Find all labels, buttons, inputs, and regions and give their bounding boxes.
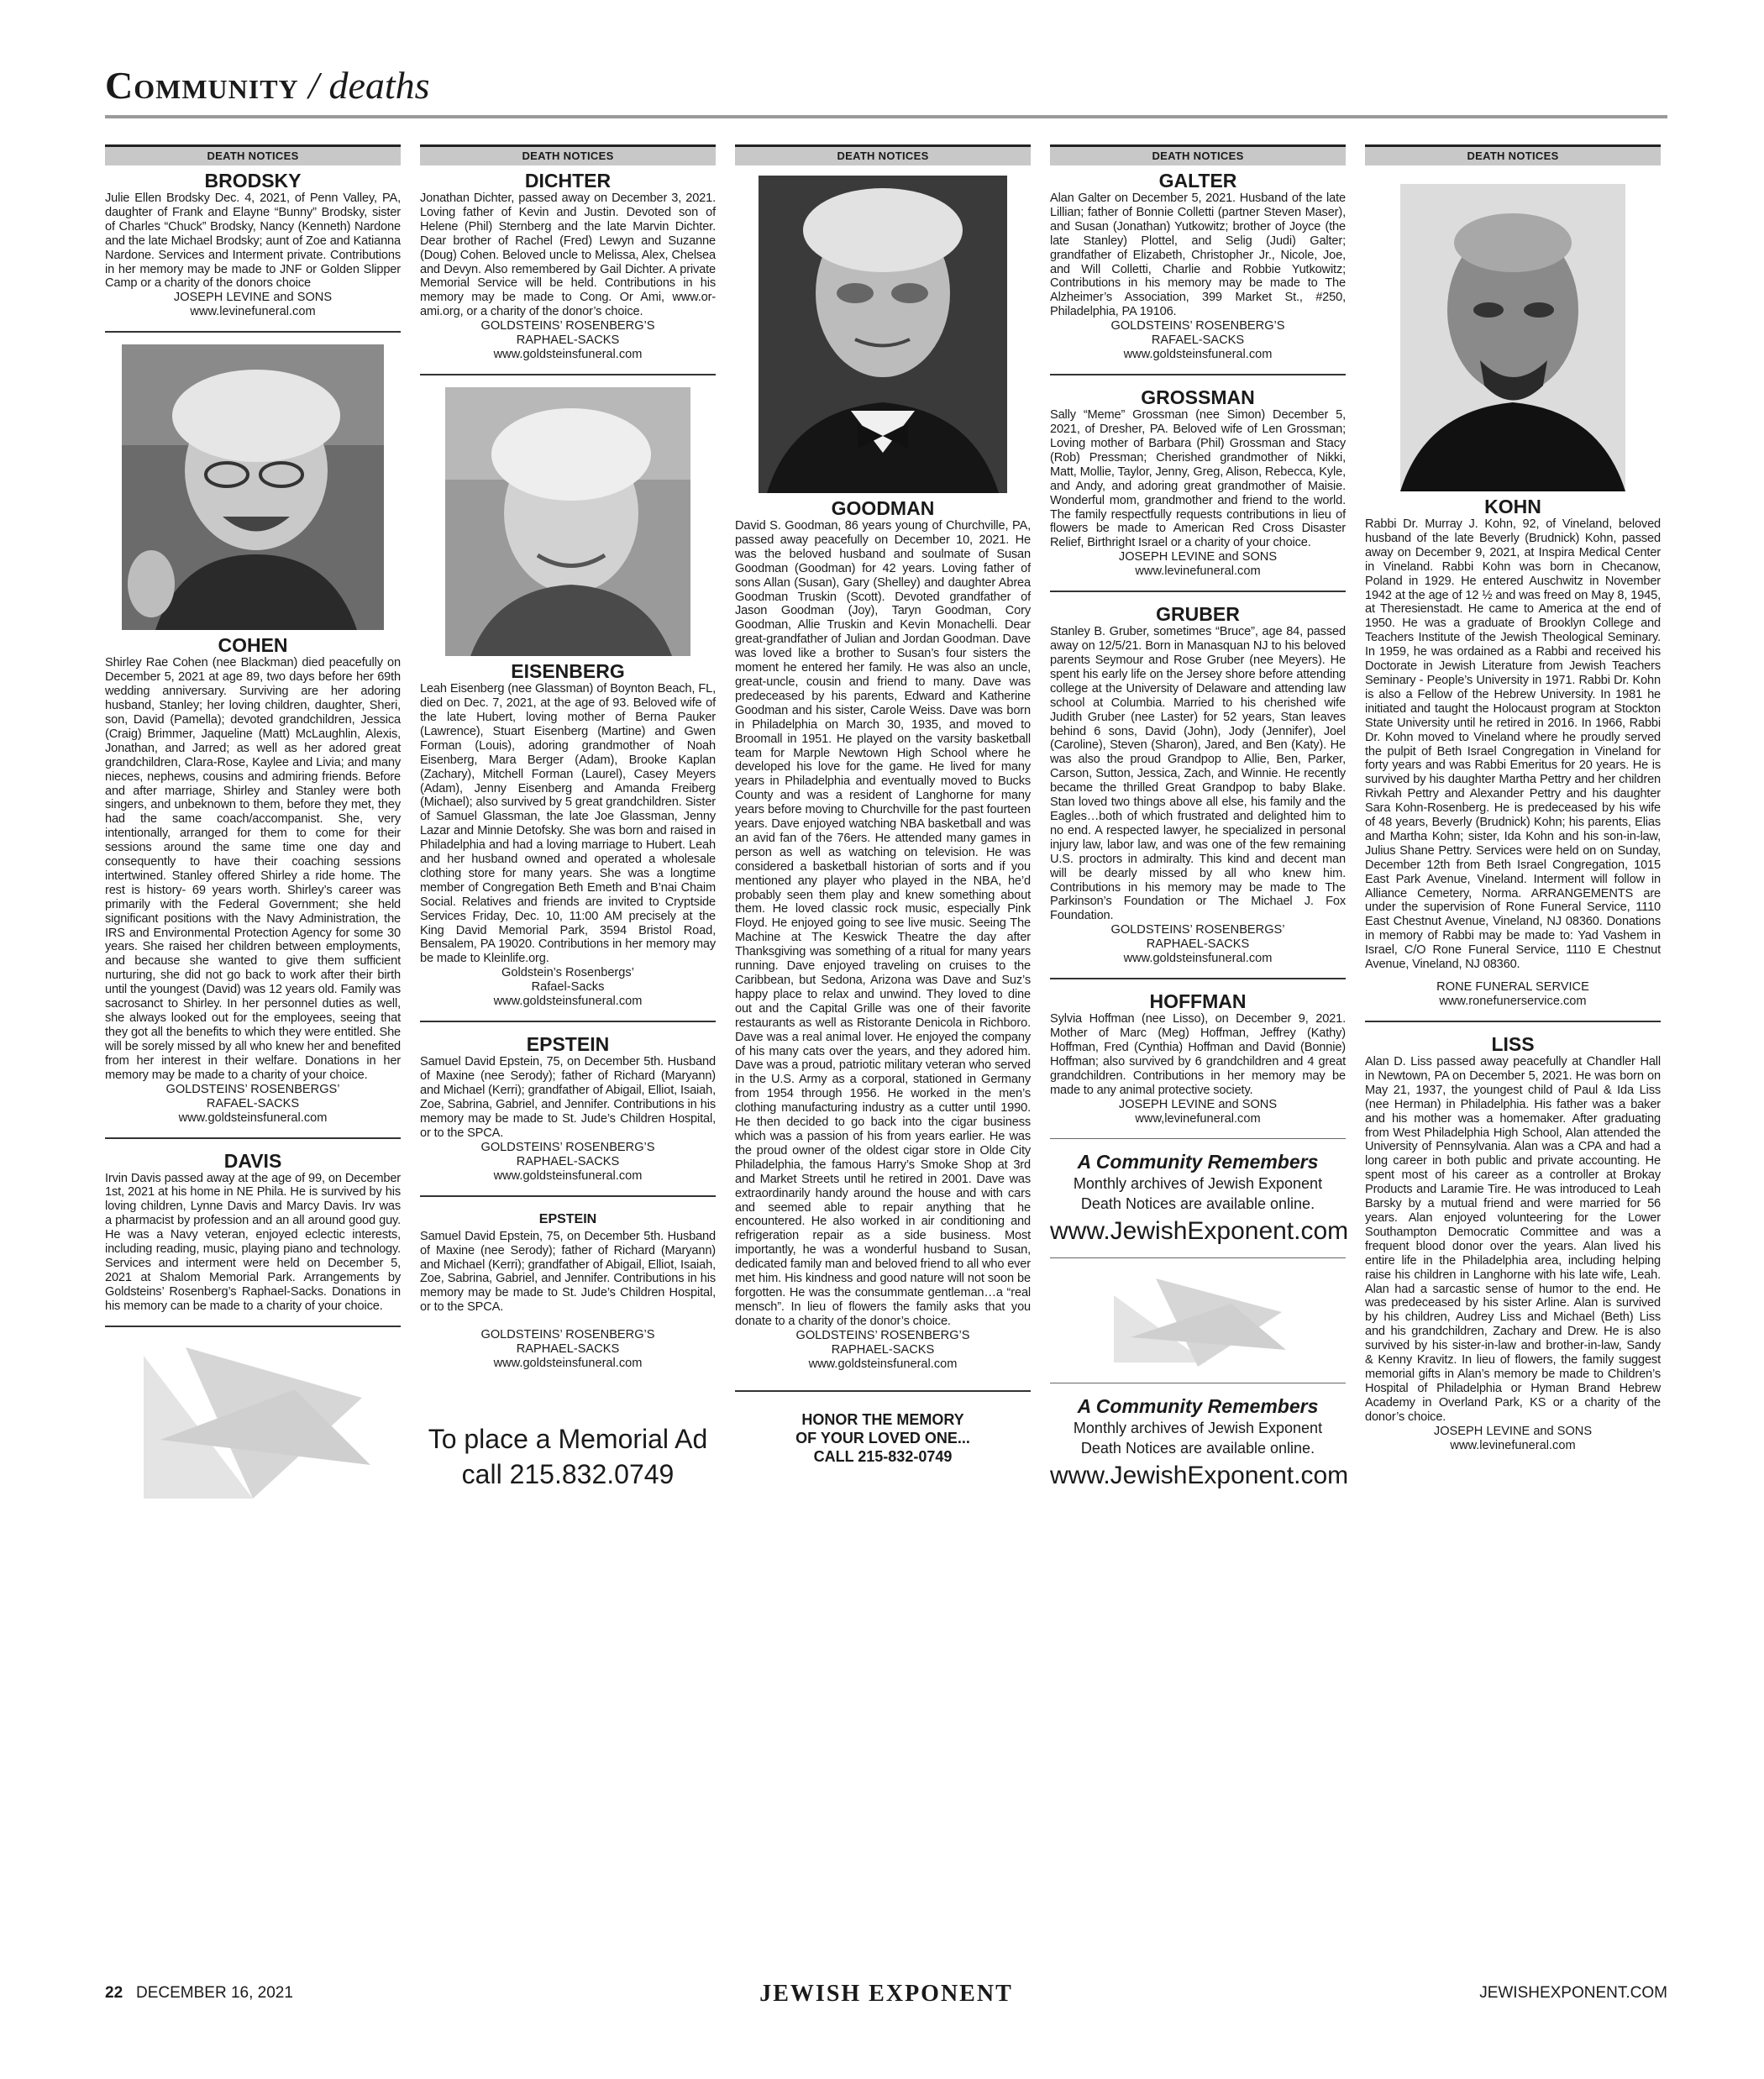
obit-name-dichter: DICHTER bbox=[524, 170, 612, 192]
obit-name-grossman: GROSSMAN bbox=[1141, 386, 1255, 409]
obit-name-galter: GALTER bbox=[1158, 170, 1237, 192]
community-remembers-promo bbox=[1050, 1394, 1349, 1490]
separator bbox=[735, 1390, 1031, 1392]
obit-text-grossman: Sally “Meme” Grossman (nee Simon) December 5, 2021, of Dresher, PA. Beloved wife of Len Grossman; Loving mother of Barbara (Phil) Grossman and Stacy (Rob) Pressman; Cherished grandmother of Nikki, Matt, Mollie, Taylor, Jenny, Greg, Alison, Rebecca, Kyle, and Andy, and adoring great grandmother of Maisie. Wonderful mom, grandmother and friend to the world. The family respectfully requests contributions in lieu of flowers be made to American Red Cross Disaster Relief, Birthright Israel or a charity of your choice. bbox=[1050, 408, 1346, 550]
obit-sign: GOLDSTEINS’ ROSENBERG’S bbox=[480, 1140, 655, 1154]
publication-site-link[interactable]: JEWISHEXPONENT.COM bbox=[1479, 1984, 1667, 2002]
obit-sign: www,levinefuneral.com bbox=[1135, 1111, 1261, 1126]
section-divider: / bbox=[298, 64, 329, 107]
honor-line-1: HONOR THE MEMORY bbox=[801, 1410, 964, 1428]
obit-sign: RAFAEL-SACKS bbox=[206, 1096, 300, 1110]
obit-sign: GOLDSTEINS’ ROSENBERG’S bbox=[795, 1328, 970, 1342]
separator bbox=[1050, 1257, 1346, 1258]
separator bbox=[105, 1326, 401, 1327]
death-notices-bar: DEATH NOTICES bbox=[105, 144, 401, 165]
obit-sign: Rafael-Sacks bbox=[531, 980, 605, 995]
obit-sign: GOLDSTEINS’ ROSENBERG’S bbox=[480, 319, 655, 333]
obit-sign: JOSEPH LEVINE and SONS bbox=[1118, 1097, 1278, 1111]
death-notices-bar: DEATH NOTICES bbox=[420, 144, 716, 165]
obit-text-epstein-2: Samuel David Epstein, 75, on December 5th. Husband of Maxine (nee Serody); father of Richard (Maryann) and Michael (Kerri); grandfather of Abigail, Elliot, Isaiah, Zoe, Sabrina, Gabriel, and Jennifer. Contributions in his memory may be made to St. Jude’s Children Hospital, or to the SPCA. bbox=[420, 1229, 716, 1315]
obit-sign: www.goldsteinsfuneral.com bbox=[493, 995, 643, 1009]
separator bbox=[1050, 374, 1346, 375]
star-of-david-icon bbox=[1105, 1270, 1290, 1371]
star-of-david-icon bbox=[127, 1339, 379, 1507]
obit-sign: RAPHAEL-SACKS bbox=[516, 1154, 620, 1168]
obit-name-hoffman: HOFFMAN bbox=[1149, 990, 1247, 1013]
column-4 bbox=[1050, 144, 1349, 1490]
obit-text-eisenberg: Leah Eisenberg (nee Glassman) of Boynton Beach, FL, died on Dec. 7, 2021, at the age of 93. Beloved wife of the late Hubert, loving mother of Berna Pauker (Lawrence), Stuart Eisenberg (Martine) and Gwen Forman (Louis), adoring grandmother of Noah Eisenberg, Mara Berger (Adam), Brooke Kaplan (Zachary), Mitchell Forman (Laurel), Casey Meyers (Adam), Jenny Eisenberg and Amanda Freiberg (Michael); also survived by 5 great grandchildren. Sister of Samuel Glassman, the late Joe Glassman, Jenny Lazar and Minnie Detofsky. She was born and raised in Philadelphia and had a loving marriage to Hubert. Leah and her husband owned and operated a wholesale clothing store for many years. She was a longtime member of Congregation Beth Emeth and B’nai Chaim Social. Relatives and friends are invited to Cryptside Services Friday, Dec. 10, 11:00 AM precisely at the King David Memorial Park, 3594 Bristol Road, Bensalem, PA 19020. Contributions in her memory may be made to Kleinlife.org. bbox=[420, 682, 716, 966]
obit-text-liss: Alan D. Liss passed away peacefully at Chandler Hall in Newtown, PA on December 5, 2021. He was born on May 21, 1937, the youngest child of Paul & Ida Liss (nee Herman) in Philadelphia. His father was a baker and his mother was a homemaker. After graduating from West Philadelphia High School, Alan attended the University of Pennsylvania. Alan was a CPA and had a long career in both public and private accounting. He spent most of his career as a controller at Brokay Products and Laramie Tire. He was introduced to Leah Barsky by a mutual friend and were married for 56 years. Alan enjoyed volunteering for the Lower Southampton Democratic Committee and was a frequent blood donor over the years. Alan lived his entire life in the Philadelphia area, including helping raise his children in Langhorne with his late wife, Leah. Alan had a sarcastic sense of humor to the end. He was predeceased by his sister Arline. Alan is survived by his children, Audrey Liss and Michael (Beth) Liss and his grandchildren, Zachary and Drew. He is also survived by his sister-in-law and brother-in-law, Sandy & Kenny Kravitz. In lieu of flowers, the family suggest memorial gifts in Alan’s memory be made to Children’s Hospital of Philadelphia or Hyman Brand Hebrew Academy in Overland Park, KS or a charity of the donor’s choice. bbox=[1365, 1055, 1661, 1424]
separator bbox=[1050, 1138, 1346, 1139]
obit-text-cohen: Shirley Rae Cohen (nee Blackman) died peacefully on December 5, 2021 at age 89, two days before her 69th wedding anniversary. Surviving are her adoring husband, Stanley; her loving children, daughter, Sheri, son, David (Pamella); devoted grandchildren, Jessica (Craig) Brimmer, Jaqueline (Matt) McLaughlin, Alexis, Jonathan, and Jarred; as well as her adored great grandchildren, Clara-Rose, Kaylee and Livia; and many nieces, nephews, cousins and admiring friends. Before and after marriage, Shirley and Stanley were both singers, and unbeknown to them, before they met, they had the same coach/accompanist. She, very intentionally, arranged for them to come for their sessions around the same time one day and consequently to have their coaching sessions intertwined. Stanley offered Shirley a ride home. The rest is history- 69 years worth. Shirley’s career was primarily with the Federal Government; she held significant positions with the Navy Administration, the IRS and Environmental Protection Agency for some 30 years. She raised her children between employments, and because she wanted to give them sufficient nurturing, she did not go back to work after their birth until the youngest (David) was 12 years old. Family was sacrosanct to Shirley. In her personnel duties as well, she always looked out for the employees, seeing that they got all the benefits to which they were entitled. She will be sorely missed by all who knew her and benefited from her interest in their welfare. Donations in her memory may be made to a charity of your choice. bbox=[105, 656, 401, 1082]
obit-sign: www.goldsteinsfuneral.com bbox=[493, 1357, 643, 1371]
obit-name-kohn: KOHN bbox=[1484, 496, 1541, 517]
obit-text-epstein: Samuel David Epstein, 75, on December 5th. Husband of Maxine (nee Serody); father of Richard (Maryann) and Michael (Kerri); grandfather of Abigail, Elliot, Isaiah, Zoe, Sabrina, Gabriel, and Jennifer. Contributions in his memory may be made to St. Jude’s Children Hospital, or to the SPCA. bbox=[420, 1055, 716, 1140]
obit-sign: JOSEPH LEVINE and SONS bbox=[1433, 1424, 1593, 1438]
obit-sign: RAPHAEL-SACKS bbox=[516, 1342, 620, 1357]
obit-sign: www.goldsteinsfuneral.com bbox=[1123, 348, 1273, 362]
obit-sign: JOSEPH LEVINE and SONS bbox=[173, 291, 333, 305]
section-header bbox=[105, 63, 1667, 113]
obit-sign: GOLDSTEINS’ ROSENBERGS’ bbox=[165, 1082, 340, 1096]
publication-name: JEWISH EXPONENT bbox=[759, 1981, 1013, 2007]
obit-sign: www.ronefunerservice.com bbox=[1439, 995, 1587, 1008]
issue-date: DECEMBER 16, 2021 bbox=[135, 1984, 293, 2002]
obit-sign: RAFAEL-SACKS bbox=[1151, 333, 1245, 348]
obit-text-dichter: Jonathan Dichter, passed away on December 3, 2021. Loving father of Kevin and Justin. Devoted son of Helene (Phil) Sternberg and the late Marvin Dichter. Dear brother of Rachel (Fred) Lewyn and Suzanne (Doug) Cohen. Beloved uncle to Melissa, Alex, Chelsea and Devyn. Also remembered by Gail Dichter. A private Memorial Service will be held. Contributions in his memory may be made to Cong. Or Ami, www.or-ami.org, or a charity of the donor’s choice. bbox=[420, 192, 716, 319]
memorial-ad-line-1: To place a Memorial Ad bbox=[428, 1424, 708, 1455]
obit-name-epstein: EPSTEIN bbox=[526, 1033, 610, 1056]
obit-name-davis: DAVIS bbox=[223, 1149, 282, 1172]
promo-title: A Community Remembers bbox=[1077, 1394, 1319, 1417]
obit-name-cohen: COHEN bbox=[218, 634, 288, 657]
obit-name-liss: LISS bbox=[1491, 1033, 1535, 1055]
promo-line: Death Notices are available online. bbox=[1080, 1439, 1315, 1457]
column-2 bbox=[420, 144, 716, 1492]
separator bbox=[1050, 591, 1346, 592]
separator bbox=[105, 331, 401, 333]
page-footer bbox=[105, 1981, 1667, 2009]
separator bbox=[1050, 978, 1346, 979]
separator bbox=[420, 1195, 716, 1197]
obit-text-goodman: David S. Goodman, 86 years young of Churchville, PA, passed away peacefully on December 10, 2021. He was the beloved husband and soulmate of Susan Goodman (Goodman) for 42 years. Loving father of sons Allan (Susan), Gary (Shelley) and daughter Abrea Goodman Truskin (Scott). Devoted grandfather of Jason Goodman (Joy), Taryn Goodman, Cory Goodman, Allie Truskin and Kevin Monachelli. Dear great-grandfather of Julian and Jordan Goodman. Dave was loved like a brother to Susan’s four sisters the moment he entered her family. He was also an uncle, great-uncle, cousin and friend to many. Dave was predeceased by his parents, Edward and Katherine Goodman and his sister, Carole Weiss. Dave was born in Philadelphia on March 30, 1935, and moved to Broomall in 1951. He played on the varsity basketball team for Marple Newtown High School where he developed his love for the game. He lived for many years in Philadelphia and eventually moved to Bucks County and was a resident of Langhorne for many years before moving to Churchville for the past fourteen years. Dave enjoyed watching NBA basketball and was an avid fan of the 76ers. He attended many games in person as well as watching on television. He was considered a basketball historian of sorts and if you mentioned any player who played in the NBA, he’d probably seen them play and knew something about them. He loved classic rock music, especially Pink Floyd. He enjoyed going to see live music. Seeing The Machine at The Keswick Theatre the day after Thanksgiving was something of a ritual for many years running. Dave enjoyed traveling on cruises to the Caribbean, but Sedona, Arizona was Dave and Suz’s happy place to relax and unwind. They loved to dine out and the Capital Grille was one of their favorite restaurants as well as Ristorante Denicola in Richboro. Dave was a real animal lover. He enjoyed the company of his many cats over the years, and they adored him. Dave was a proud, patriotic military veteran who served in the U.S. Army as a corporal, stationed in Germany from 1954 through 1956. He worked in the men’s clothing manufacturing industry as a cutter until 1990. He then decided to go back into the cigar business which was a passion of his from years earlier. He was the proud owner of the oldest cigar store in Olde City Philadelphia, the famous Harry’s Smoke Shop at 3rd and Market Streets until he retired in 2001. Dave was extraordinarily handy around the house and with cars and seemed able to repair anything that he encountered. He also worked in air conditioning and refrigeration repair as a side business. Most importantly, he was a wonderful husband to Susan, dedicated family man and beloved friend to all who ever met him. His kindness and good nature will not soon be forgotten. He was the consummate gentleman…a “real mensch”. In lieu of flowers the family asks that you donate to a charity of the donor’s choice. bbox=[735, 519, 1031, 1328]
promo-title: A Community Remembers bbox=[1077, 1150, 1319, 1173]
column-1 bbox=[105, 144, 401, 1507]
obit-name-brodsky: BRODSKY bbox=[204, 170, 302, 192]
column-3 bbox=[735, 144, 1031, 1466]
obit-sign: GOLDSTEINS’ ROSENBERG’S bbox=[1110, 319, 1285, 333]
promo-url-link[interactable]: www.JewishExponent.com bbox=[1050, 1216, 1349, 1245]
obit-sign: RONE FUNERAL SERVICE bbox=[1436, 980, 1589, 994]
obit-sign: JOSEPH LEVINE and SONS bbox=[1118, 550, 1278, 564]
memorial-ad-line-2: call 215.832.0749 bbox=[461, 1459, 675, 1490]
obit-sign: www.goldsteinsfuneral.com bbox=[493, 348, 643, 362]
column-5 bbox=[1365, 144, 1661, 1453]
obit-text-gruber: Stanley B. Gruber, sometimes “Bruce”, age 84, passed away on 12/5/21. Born in Manasquan NJ to his beloved parents Seymour and Rose Gruber (nee Meyers). He spent his early life on the Jersey shore before attending college at the University of Delaware and attending law school at Columbia. Married to his cherished wife Judith Gruber (nee Laster) for 52 years, Stan leaves behind 6 sons, David (John), Jody (Jennifer), Joel (Caroline), Steven (Sharon), Jared, and Ben (Katy). He was also the proud Grandpop to Allie, Ben, Parker, Carson, Sutton, Jessica, Zach, and Winnie. He recently became the thrilled Great Grandpop to baby Blake. Stan loved two things above all else, his family and the Eagles…both of which frustrated and delighted him to no end. A respected lawyer, he specialized in personal injury law, labor law, and was one of the few remaining U.S. proctors in admiralty. This kind and decent man will be dearly missed by all who knew him. Contributions in his memory may be made to The Parkinson’s Foundation or The Michael J. Fox Foundation. bbox=[1050, 625, 1346, 923]
separator bbox=[420, 1021, 716, 1022]
obit-sign: www.goldsteinsfuneral.com bbox=[808, 1357, 958, 1371]
death-notices-bar: DEATH NOTICES bbox=[1050, 144, 1346, 165]
obit-sign: www.goldsteinsfuneral.com bbox=[1123, 952, 1273, 966]
obit-sign: Goldstein’s Rosenbergs’ bbox=[501, 966, 634, 980]
header-rule bbox=[105, 115, 1667, 118]
photo-kohn bbox=[1400, 184, 1625, 491]
separator bbox=[420, 374, 716, 375]
obit-name-goodman: GOODMAN bbox=[831, 497, 935, 519]
obit-sign: RAPHAEL-SACKS bbox=[831, 1342, 935, 1357]
promo-line: Monthly archives of Jewish Exponent bbox=[1073, 1419, 1323, 1436]
death-notices-bar: DEATH NOTICES bbox=[735, 144, 1031, 165]
separator bbox=[105, 1137, 401, 1139]
obit-text-hoffman: Sylvia Hoffman (nee Lisso), on December 9, 2021. Mother of Marc (Meg) Hoffman, Jeffrey (Kathy) Hoffman, Fred (Cynthia) Hoffman and David (Bonnie) Hoffman; also survived by 6 grandchildren and 4 great grandchildren. Contributions in her memory may be made to any animal protective society. bbox=[1050, 1012, 1346, 1097]
section-subtitle: deaths bbox=[328, 64, 430, 107]
obit-sign: www.levinefuneral.com bbox=[1450, 1438, 1576, 1452]
promo-line: Death Notices are available online. bbox=[1080, 1194, 1315, 1212]
obit-sign: GOLDSTEINS’ ROSENBERG’S bbox=[480, 1328, 655, 1342]
obit-text-davis: Irvin Davis passed away at the age of 99, on December 1st, 2021 at his home in NE Phila. He is survived by his loving children, Lynne Davis and Marcy Davis. Irv was a pharmacist by profession and an all around good guy. He was a Navy veteran, enjoyed eclectic interests, including reading, music, playing piano and technology. Services and interment were held on December 5, 2021 at Shalom Memorial Park. Arrangements by Goldsteins’ Rosenberg’s Raphael-Sacks. Donations in his memory can be made to a charity of your choice. bbox=[105, 1171, 401, 1313]
separator bbox=[1365, 1021, 1661, 1022]
community-remembers-promo bbox=[1050, 1150, 1349, 1246]
photo-goodman bbox=[759, 176, 1007, 493]
obit-name-gruber: GRUBER bbox=[1156, 603, 1240, 626]
obit-text-kohn: Rabbi Dr. Murray J. Kohn, 92, of Vineland, beloved husband of the late Beverly (Brudnick) Kohn, passed away on December 9, 2021, at Inspira Medical Center in Vineland. Rabbi Kohn was born in Checanow, Poland in 1929. He entered Auschwitz in November 1942 at the age of 12 ½ and was freed on May 8, 1945, at Theresienstadt. He came to America at the end of 1950. He was a graduate of Brooklyn College and Teachers Institute of the Jewish Theological Seminary. In 1959, he was ordained as a Rabbi and received his Doctorate in Jewish Literature from Jewish Teachers Seminary - People’s University in 1971. Rabbi Dr. Kohn is also a Fellow of the Hebrew University. In 1981 he initiated and taught the Holocaust program at Stockton State University until he retired in 2016. In 1966, Rabbi Dr. Kohn moved to Vineland where he proudly served the pulpit of Beth Israel Congregation in Vineland for forty years and was Rabbi Emeritus for 20 years. He is survived by his daughter Martha Pettry and her children Rivkah Pettry and Alexander Pettry and his daughter Sara Kohn-Rosenberg. He is predeceased by his wife of 48 years, Beverly (Brudnick) Kohn; his parents, Elias and Martha Kohn; sister, Ida Kohn and his son-in-law, Julius Shane Pettry. Services were held on on Sunday, December 12th from Beth Israel Congregation, 1015 East Park Avenue, Vineland. Interment will follow in Alliance Cemetery, Norma. ARRANGEMENTS are under the supervision of Rone Funeral Service, 1110 East Chestnut Avenue, Vineland, NJ 08360. Donations in memory of Rabbi may be made to: Yad Vashem in Israel, C/O Rone Funeral Service, 1110 E Chestnut Avenue, Vineland, NJ 08360. bbox=[1365, 517, 1661, 972]
promo-line: Monthly archives of Jewish Exponent bbox=[1073, 1174, 1323, 1192]
obit-sign: RAPHAEL-SACKS bbox=[516, 333, 620, 348]
photo-eisenberg bbox=[445, 387, 690, 656]
obit-text-galter: Alan Galter on December 5, 2021. Husband of the late Lillian; father of Bonnie Colletti (partner Steven Maser), and Susan (Jonathan) Yutkowitz; brother of Joyce (the late Stanley) Plottel, and Selig (Judi) Galter; grandfather of Elizabeth, Christopher Jr., Nicole, Joe, and Will Colletti, Charlie and Robbie Yutkowitz; Contributions in his memory may be made to The Alzheimer’s Association, 399 Market St., #250, Philadelphia, PA 19106. bbox=[1050, 192, 1346, 319]
promo-url-link[interactable]: www.JewishExponent.com bbox=[1050, 1461, 1349, 1489]
obit-sign: www.goldsteinsfuneral.com bbox=[178, 1110, 328, 1125]
obit-name-epstein-2: EPSTEIN bbox=[538, 1211, 597, 1226]
obit-sign: www.levinefuneral.com bbox=[190, 305, 316, 319]
section-title: Community bbox=[105, 64, 299, 107]
page-number: 22 bbox=[105, 1984, 123, 2002]
honor-line-3: CALL 215-832-0749 bbox=[813, 1447, 953, 1465]
obit-sign: www.goldsteinsfuneral.com bbox=[493, 1168, 643, 1183]
honor-line-2: OF YOUR LOVED ONE... bbox=[795, 1429, 970, 1446]
photo-cohen bbox=[122, 344, 384, 630]
obit-name-eisenberg: EISENBERG bbox=[511, 660, 625, 683]
obit-sign: www.levinefuneral.com bbox=[1135, 564, 1261, 579]
obit-sign: RAPHAEL-SACKS bbox=[1146, 937, 1250, 952]
obit-sign: GOLDSTEINS’ ROSENBERGS’ bbox=[1110, 923, 1285, 937]
death-notices-bar: DEATH NOTICES bbox=[1365, 144, 1661, 165]
obit-text-brodsky: Julie Ellen Brodsky Dec. 4, 2021, of Penn Valley, PA, daughter of Frank and Elayne “Bunny” Brodsky, sister of Charles “Chuck” Brodsky, Nancy (Kenneth) Nardone and the late Michael Brodsky; aunt of Zoe and Katianna Nardone. Services and Interment private. Contributions in her memory may be made to JNF or Golden Slipper Camp or a charity of the donors choice bbox=[105, 192, 401, 291]
